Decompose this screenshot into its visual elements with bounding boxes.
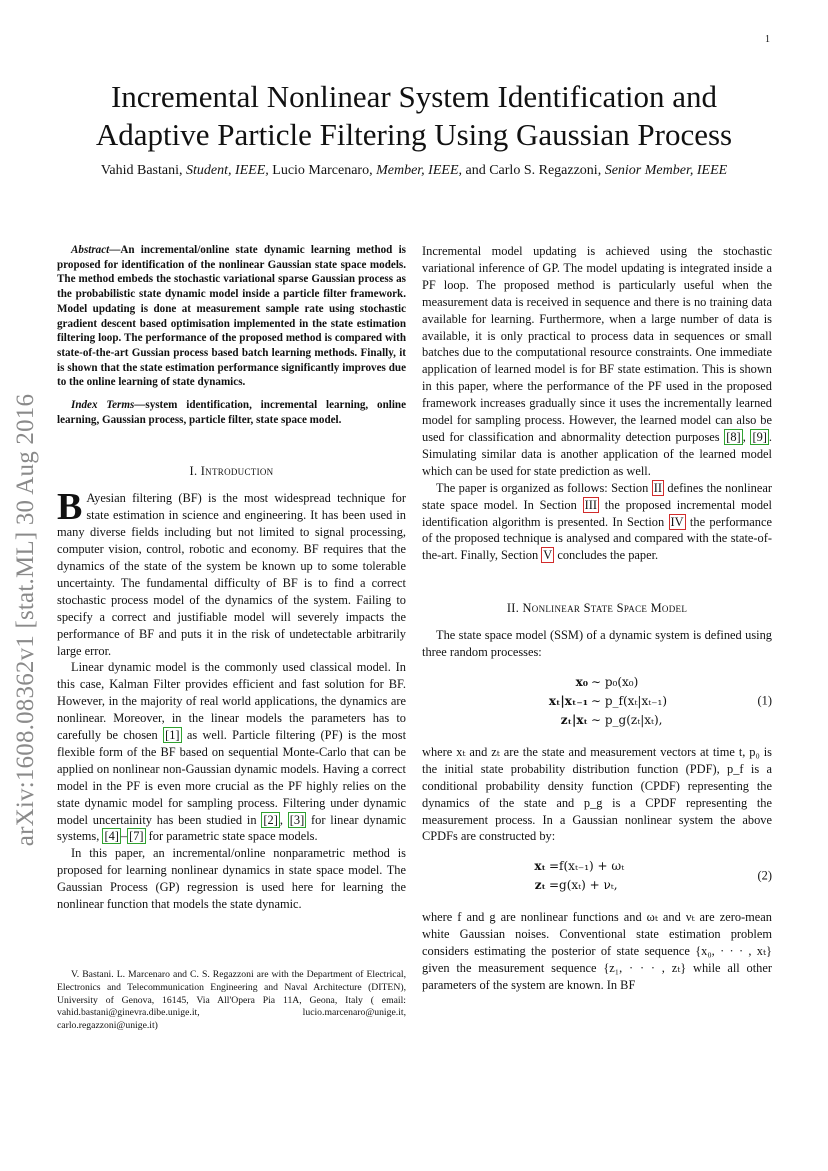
eq2-rhs: =f(xₜ₋₁) + ωₜ — [549, 859, 625, 874]
section-heading-introduction — [57, 463, 406, 480]
citation-link[interactable]: [4] — [104, 829, 119, 844]
eq1-rhs: ∼ p_f(xₜ|xₜ₋₁) — [591, 693, 667, 708]
paper-title — [60, 78, 768, 154]
section-heading-nonlinear-ssm — [422, 600, 772, 617]
intro-paragraph-3: In this paper, an incremental/online nonparametric method is proposed for learning nonlinear dynamics in state space model. The Gaussian Process (GP) regression is used here for learning the nonlinear function that models the state dynamic. — [57, 846, 406, 912]
abstract-label: Abstract — [71, 244, 110, 256]
right-paragraph-2: The paper is organized as follows: Section II defines the nonlinear state space model. In Section III the proposed incremental model identification algorithm is presented. In Section IV the performance of the proposed technique is analysed and compared with the state-of-the-art. Finally, Section V concludes the paper. — [422, 480, 772, 563]
citation-link[interactable]: [2] — [263, 812, 278, 827]
author-and: and — [465, 163, 486, 178]
title-line-1: Incremental Nonlinear System Identification and — [110, 79, 717, 114]
eq1-rhs: ∼ p₀(x₀) — [591, 674, 639, 689]
author-2-role: Member, IEEE, — [376, 163, 462, 178]
eq1-lhs: xₜ|xₜ₋₁ — [548, 693, 588, 708]
citation-link[interactable]: [3] — [289, 812, 305, 827]
section-1-title: Introduction — [200, 464, 274, 479]
abstract-text: —An incremental/online state dynamic learning method is proposed for identification of the nonlinear Gaussian state space models. The method embeds the stochastic variational sparse Gaussian process as the probabilistic state dynamic model inside a particle filter framework. Model updating is done at measurement sample rate using stochastic gradient descent based optimisation implemented in the state estimation filtering loop. The performance of the proposed method is compared with state-of-the-art Gussian process based batch learning methods. Finally, it is shown that the state estimation performance significantly improves due to the online learning of state dynamics. — [57, 244, 406, 389]
section-2-title: Nonlinear State Space Model — [522, 601, 688, 616]
section-link[interactable]: IV — [670, 514, 684, 529]
index-terms-text: —system identification, incremental learning, online learning, Gaussian process, particle filter, state space model. — [57, 399, 406, 426]
right-paragraph-3: The state space model (SSM) of a dynamic system is defined using three random processes: — [422, 628, 772, 660]
drop-cap: B — [57, 486, 83, 529]
left-column — [57, 243, 406, 1033]
arxiv-id: arXiv:1608.08362v1 [stat.ML] 30 Aug 2016 — [12, 393, 39, 847]
citation-link[interactable]: [9] — [752, 429, 767, 444]
title-line-2: Adaptive Particle Filtering Using Gaussian Process — [95, 117, 733, 152]
intro-paragraph-1: B Ayesian filtering (BF) is the most widespread technique for state estimation in science and engineering. It has been used in many diverse fields including but not limited to signal processing, computer vision, control, robotic and economy. BF requires that the dynamics of the state of the system be known up to some tolerable uncertainty. The fundamental difficulty of BF is to find a correct stochastic process model of the dynamics of the system. Failing to specify a correct and justifiable model will severely impacts the performance of BF and puts it in the risk of undetectable arbitrarily large error. — [57, 486, 406, 658]
arxiv-watermark — [2, 350, 50, 890]
affiliation-footnote: V. Bastani. L. Marcenaro and C. S. Regazzoni are with the Department of Electrical, Electronics and Telecommunication Engineering and Naval Architecture (DITEN), University of Genova, 16145, Via All'Opera Pia 11A, Geona, Italy ( email: vahid.bastani@ginevra.dibe.unige.it, lucio.marcenaro@unige.it, carlo.regazzoni@unige.it) — [57, 969, 406, 1032]
author-list — [50, 163, 778, 179]
abstract — [57, 243, 406, 390]
author-3: Carlo S. Regazzoni, — [489, 163, 602, 178]
equation-2 — [422, 857, 772, 895]
eq2-lhs: xₜ — [534, 859, 546, 874]
eq1-lhs: x₀ — [575, 674, 588, 689]
page-number: 1 — [765, 34, 770, 45]
right-paragraph-5: where f and g are nonlinear functions and ωₜ and νₜ are zero-mean white Gaussian noises. Conventional state estimation problem considers estimating the posterior of state sequence {x₀, · · · , xₜ} given the measurement sequence {z₁, · · · , zₜ} while all other parameters of the system are known. In BF — [422, 910, 772, 992]
right-paragraph-4: where xₜ and zₜ are the state and measurement vectors at time t, p₀ is the initial state probability distribution function (PDF), p_f is a conditional probability density function (CPDF) representing the dynamics of the state and p_g is a CPDF representing the measurement process. In a Gaussian nonlinear system the above CPDFs are constructed by: — [422, 744, 772, 844]
equation-number: (1) — [757, 693, 772, 708]
intro-paragraph-2: Linear dynamic model is the commonly used classical model. In this case, Kalman Filter provides efficient and fast solution for BF. However, in the majority of real world applications, the dynamics are nonlinear. Moreover, in the linear models the parameters has to carefully be chosen [1] as well. Particle filtering (PF) is the most flexible form of the BF based on sequential Monte-Carlo that can be applied on nonlinear non-Gaussian dynamic models. Having a correct model in the PF is even more crucial as the PF highly relies on the state dynamic model for sampling process. Filtering under dynamic model uncertainity has been studied in [2] , [3] for linear dynamic systems, [4] – [7] for parametric state space models. — [57, 660, 407, 844]
author-3-role: Senior Member, IEEE — [604, 163, 728, 178]
author-1: Vahid Bastani, — [100, 163, 183, 178]
eq2-rhs: =g(xₜ) + νₜ, — [549, 878, 618, 893]
right-column — [422, 243, 772, 994]
section-link[interactable]: III — [584, 497, 597, 512]
eq2-lhs: zₜ — [534, 878, 546, 893]
citation-link[interactable]: [8] — [726, 429, 741, 444]
author-2: Lucio Marcenaro, — [272, 163, 373, 178]
author-1-role: Student, IEEE, — [185, 163, 269, 178]
section-link[interactable]: V — [543, 548, 553, 563]
section-1-number: I. — [189, 464, 198, 479]
eq1-lhs: zₜ|xₜ — [560, 712, 588, 727]
equation-1 — [422, 673, 772, 730]
right-paragraph-1: Incremental model updating is achieved using the stochastic variational inference of GP. The model updating is integrated inside a PF loop. The proposed method is particularly useful when the measurement data is received in sequence and there is no training data available for learning. Furthermore, when a large number of data is available, it is only practical to process data in sequences or small batches due to the computational resource constraints. One immediate application of learned model is for BF state estimation. This is shown in this paper, where the performance of the PF used in the proposed framework increases gradually since it uses the incrementally learned model for sampling process. However, the learned model can also be used for classification and abnormality detection purposes [8] , [9] . Simulating similar data is another application of the learned model which can be used for state prediction as well. — [422, 244, 772, 478]
index-terms-label: Index Terms — [71, 399, 135, 412]
index-terms — [57, 398, 406, 427]
equation-number: (2) — [757, 868, 772, 883]
citation-link[interactable]: [7] — [129, 829, 144, 844]
section-link[interactable]: II — [653, 480, 662, 495]
citation-link[interactable]: [1] — [165, 728, 180, 743]
eq1-rhs: ∼ p_g(zₜ|xₜ), — [591, 712, 663, 727]
section-2-number: II. — [506, 601, 520, 616]
